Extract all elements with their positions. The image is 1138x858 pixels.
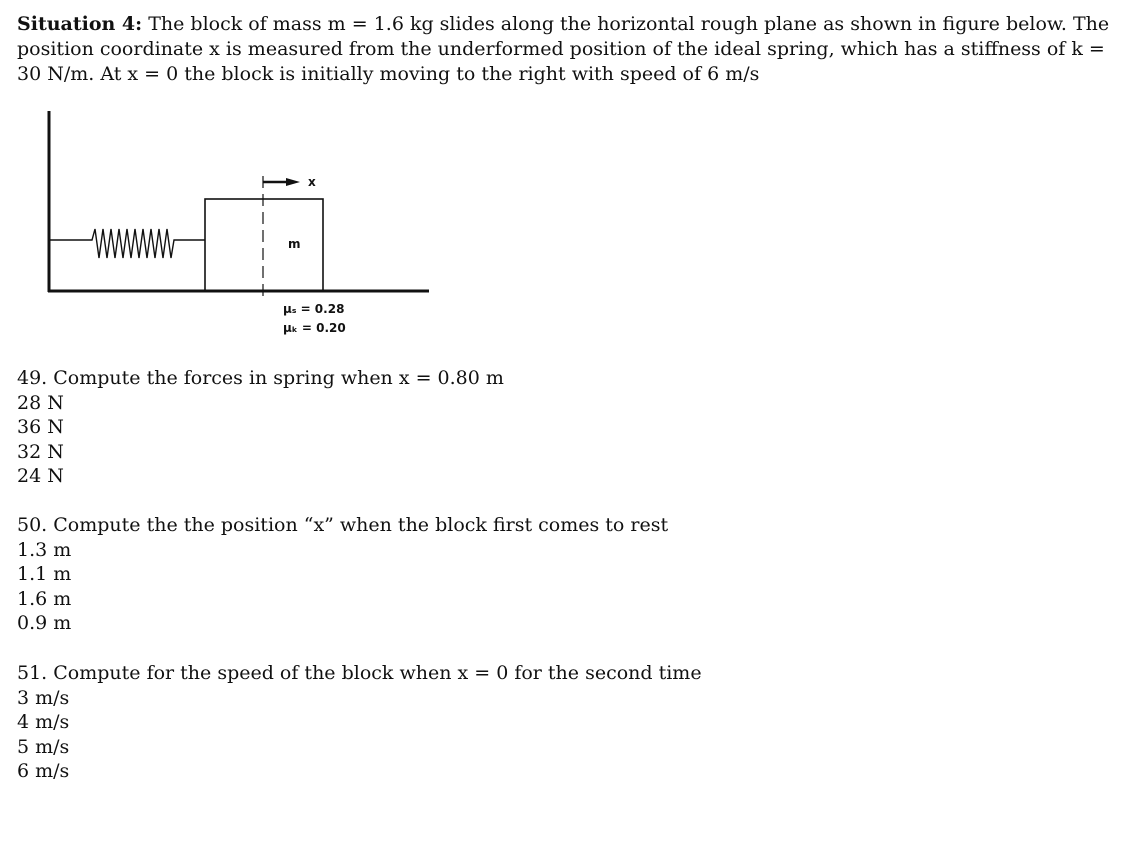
mass-label: m — [288, 237, 301, 251]
x-label: x — [308, 175, 316, 189]
answer-option: 4 m/s — [17, 711, 70, 734]
static-friction-label: μₛ = 0.28 — [283, 302, 345, 316]
kinetic-friction-label: μₖ = 0.20 — [283, 321, 346, 335]
answer-option: 1.1 m — [17, 563, 72, 586]
answer-option: 0.9 m — [17, 612, 72, 635]
block — [205, 199, 323, 291]
situation-label: Situation 4: — [17, 13, 143, 35]
answer-option: 1.3 m — [17, 538, 72, 561]
answer-option: 3 m/s — [17, 686, 70, 709]
question-text: 50. Compute the the position “x” when the block first comes to rest — [17, 514, 669, 536]
answer-option: 24 N — [17, 465, 64, 488]
question-text: 51. Compute for the speed of the block when x = 0 for the second time — [17, 662, 702, 684]
question-51 — [17, 661, 917, 784]
situation-intro — [17, 12, 1122, 87]
answer-option: 6 m/s — [17, 760, 70, 783]
x-arrow-head — [286, 178, 300, 186]
question-text: 49. Compute the forces in spring when x = 0.80 m — [17, 367, 504, 389]
answer-option: 36 N — [17, 416, 64, 439]
spring — [50, 229, 205, 258]
answer-option: 32 N — [17, 440, 64, 463]
answer-option: 28 N — [17, 391, 64, 414]
situation-text: The block of mass m = 1.6 kg slides along the horizontal rough plane as shown in figure below. The position coordinate x is measured from the underformed position of the ideal spring, which has a stiffness of k = 30 N/m. At x = 0 the block is initially moving to the right with speed of 6 m/s — [17, 13, 1110, 85]
spring-block-diagram — [0, 100, 460, 350]
answer-option: 1.6 m — [17, 587, 72, 610]
spring-block-figure — [0, 100, 460, 350]
question-50 — [17, 513, 917, 636]
answer-option: 5 m/s — [17, 735, 70, 758]
question-49 — [17, 366, 917, 489]
